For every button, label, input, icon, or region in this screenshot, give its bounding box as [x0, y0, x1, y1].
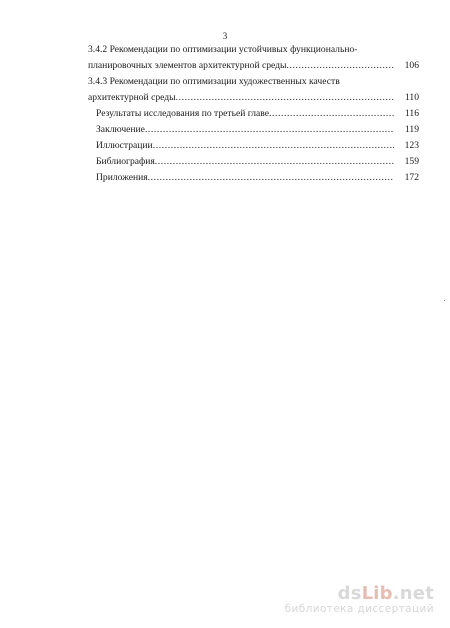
toc-leader-dots: [269, 108, 394, 120]
toc-entry-bibliography-page: 159: [404, 156, 419, 167]
watermark-logo: [285, 585, 434, 603]
toc-entry-results-page: 116: [404, 108, 419, 119]
toc-entry-3-4-3-line2: [88, 92, 394, 104]
toc-entry-appendices-page: 172: [404, 172, 419, 183]
toc-entry-3-4-2-line2: [88, 60, 394, 72]
watermark-logo-ds: ds: [337, 583, 362, 604]
toc-entry-3-4-3-page: 110: [404, 92, 419, 103]
toc-entry-conclusion: [96, 124, 394, 136]
toc-entry-3-4-3-title: архитектурной среды: [88, 92, 176, 103]
toc-entry-bibliography-title: Библиография: [96, 156, 155, 167]
toc-entry-3-4-2-line1: 3.4.2 Рекомендации по оптимизации устойчивых функционально-: [88, 44, 358, 55]
toc-entry-appendices-title: Приложения: [96, 172, 148, 183]
toc-entry-results-title: Результаты исследования по третьей главе: [96, 108, 269, 119]
toc-entry-conclusion-page: 119: [404, 124, 419, 135]
watermark-subtitle: библиотека диссертаций: [284, 603, 434, 615]
toc-entry-conclusion-title: Заключение: [96, 124, 145, 135]
toc-entry-3-4-2-title: планировочных элементов архитектурной среды: [88, 60, 287, 71]
toc-entry-results: [96, 108, 394, 120]
toc-leader-dots: [287, 60, 394, 72]
toc-entry-appendices: [96, 172, 394, 184]
toc-leader-dots: [155, 156, 394, 168]
scan-speck: [444, 300, 445, 301]
toc-entry-illustrations-title: Иллюстрации: [96, 140, 153, 151]
toc-leader-dots: [148, 172, 394, 184]
toc-leader-dots: [153, 140, 394, 152]
toc-entry-illustrations-page: 123: [404, 140, 419, 151]
watermark-logo-lib: Lib: [361, 583, 393, 604]
toc-leader-dots: [176, 92, 394, 104]
toc-entry-3-4-2-page: 106: [404, 60, 419, 71]
toc-entry-bibliography: [96, 156, 394, 168]
toc-entry-illustrations: [96, 140, 394, 152]
toc-entry-3-4-3-line1: 3.4.3 Рекомендации по оптимизации художественных качеств: [88, 76, 340, 87]
toc-leader-dots: [145, 124, 394, 136]
page-number: 3: [222, 31, 228, 41]
watermark: [285, 585, 434, 616]
watermark-logo-net: .net: [392, 583, 434, 604]
